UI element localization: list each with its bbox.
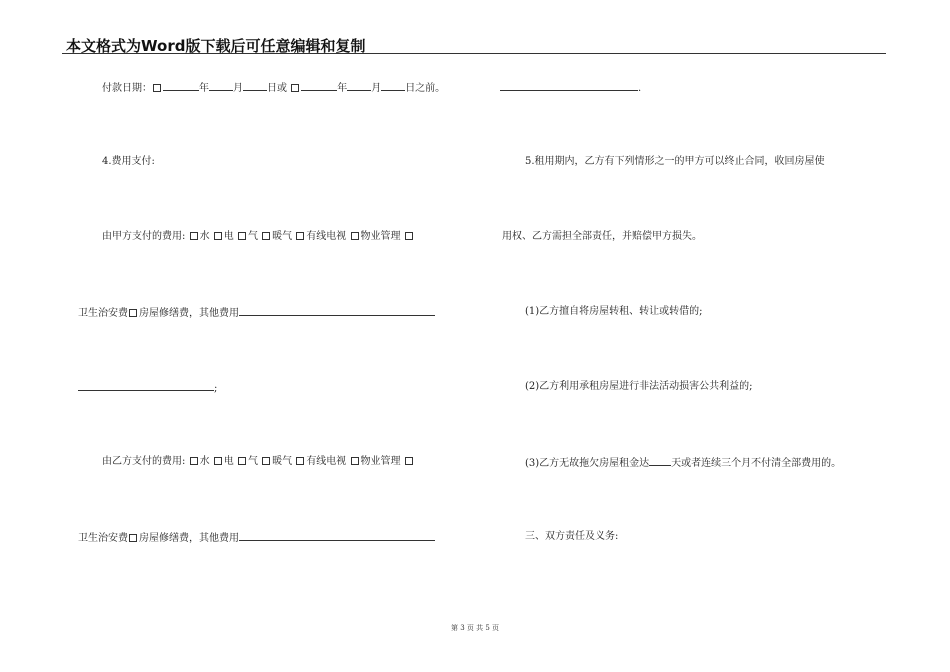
fee-item: 暖气: [272, 231, 293, 242]
party-a-fees-end: [78, 380, 217, 396]
party-a-fees-line: [102, 230, 415, 244]
fee-item: 卫生治安费: [78, 533, 128, 544]
checkbox[interactable]: [214, 457, 222, 465]
clause-5-line-1: 5.租用期内，乙方有下列情形之一的甲方可以终止合同，收回房屋使: [525, 156, 825, 167]
item-3-text-a: (3)乙方无故拖欠房屋租金达: [525, 458, 650, 469]
checkbox[interactable]: [190, 232, 198, 240]
party-a-fees-label: 由甲方支付的费用:: [102, 231, 186, 242]
fee-item: 暖气: [272, 456, 293, 467]
clause-5-item-1: (1)乙方擅自将房屋转租、转让或转借的;: [525, 306, 703, 317]
semicolon: ;: [214, 383, 218, 394]
month-blank[interactable]: [347, 80, 371, 91]
fee-item: 电: [223, 456, 234, 467]
checkbox[interactable]: [351, 232, 359, 240]
fee-item: 电: [223, 231, 234, 242]
fee-item: 有线电视: [306, 231, 347, 242]
party-b-fees-cont: [78, 530, 435, 546]
fee-item: 房屋修缮费，其他费用: [139, 308, 239, 319]
fee-item: 气: [247, 456, 258, 467]
checkbox[interactable]: [296, 457, 304, 465]
fee-payment-heading: 4.费用支付:: [102, 156, 155, 167]
checkbox[interactable]: [190, 457, 198, 465]
year-text: 年: [199, 83, 209, 94]
right-top-blank-line: [500, 80, 641, 96]
checkbox[interactable]: [238, 232, 246, 240]
clause-5-item-3: [525, 455, 841, 471]
other-fees-blank[interactable]: [239, 530, 435, 541]
month-text: 月: [233, 83, 243, 94]
fee-item: 气: [247, 231, 258, 242]
year-text: 年: [337, 83, 348, 94]
payment-date-line: [102, 80, 445, 96]
fee-item: 物业管理: [360, 456, 401, 467]
day-blank[interactable]: [243, 80, 267, 91]
month-blank[interactable]: [209, 80, 233, 91]
fee-item: 有线电视: [306, 456, 347, 467]
clause-5-line-2: 用权、乙方需担全部责任，并赔偿甲方损失。: [502, 231, 702, 242]
fee-item: 水: [199, 456, 210, 467]
section-3-heading: 三、双方责任及义务:: [525, 531, 619, 542]
checkbox[interactable]: [238, 457, 246, 465]
checkbox[interactable]: [405, 457, 413, 465]
continuation-blank[interactable]: [500, 80, 638, 91]
month-text: 月: [371, 83, 382, 94]
checkbox[interactable]: [262, 232, 270, 240]
day-or-text: 日或: [267, 83, 287, 94]
party-a-fees-cont: [78, 305, 435, 321]
fee-item: 房屋修缮费，其他费用: [139, 533, 239, 544]
fee-item: 卫生治安费: [78, 308, 128, 319]
days-blank[interactable]: [649, 455, 671, 466]
header-divider: [62, 53, 886, 54]
checkbox[interactable]: [296, 232, 304, 240]
checkbox[interactable]: [262, 457, 270, 465]
checkbox[interactable]: [351, 457, 359, 465]
checkbox[interactable]: [153, 84, 161, 92]
year-blank[interactable]: [301, 80, 337, 91]
item-3-text-b: 天或者连续三个月不付清全部费用的。: [671, 458, 842, 469]
day-before-text: 日之前。: [405, 83, 446, 94]
year-blank[interactable]: [163, 80, 199, 91]
checkbox[interactable]: [129, 534, 137, 542]
clause-5-item-2: (2)乙方利用承租房屋进行非法活动损害公共利益的;: [525, 381, 753, 392]
day-blank[interactable]: [381, 80, 405, 91]
document-header-title: 本文格式为Word版下载后可任意编辑和复制: [66, 37, 366, 55]
page-number: 第 3 页 共 5 页: [450, 624, 500, 632]
checkbox[interactable]: [129, 309, 137, 317]
checkbox[interactable]: [214, 232, 222, 240]
fee-item: 水: [199, 231, 210, 242]
checkbox[interactable]: [405, 232, 413, 240]
other-fees-blank[interactable]: [239, 305, 435, 316]
payment-date-label: 付款日期：: [102, 83, 152, 94]
party-b-fees-label: 由乙方支付的费用:: [102, 456, 186, 467]
other-fees-blank[interactable]: [78, 380, 214, 391]
period: .: [638, 83, 642, 94]
party-b-fees-line: [102, 455, 415, 469]
checkbox[interactable]: [291, 84, 299, 92]
fee-item: 物业管理: [360, 231, 401, 242]
